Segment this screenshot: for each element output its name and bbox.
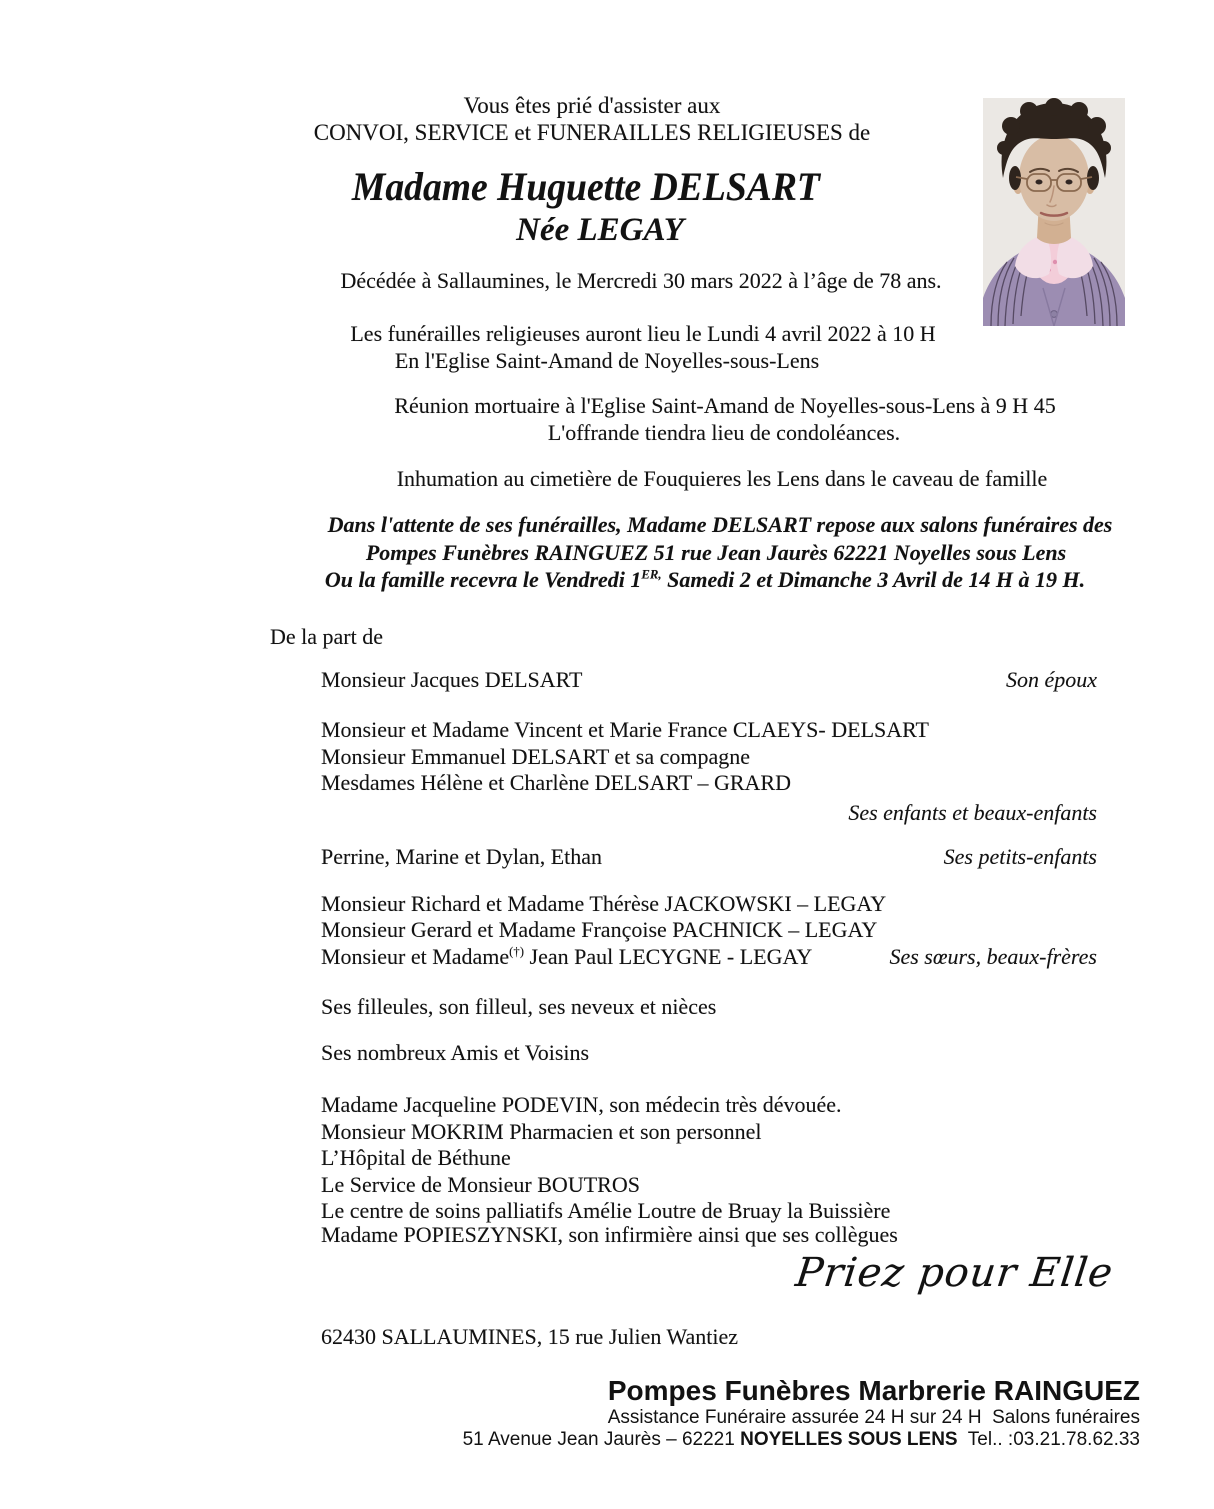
family-row: [321, 717, 1097, 743]
offering-line: L'offrande tiendra lieu de condoléances.: [547, 420, 901, 445]
family-member-name: Monsieur et Madame Vincent et Marie France CLAEYS- DELSART: [321, 717, 929, 742]
family-member-name: Ses filleules, son filleul, ses neveux et nièces: [321, 994, 717, 1019]
death-notice-line: Décédée à Sallaumines, le Mercredi 30 mars 2022 à l’âge de 78 ans.: [340, 268, 942, 293]
repose-line-1: Dans l'attente de ses funérailles, Madame DELSART repose aux salons funéraires des: [327, 512, 1113, 537]
family-member-name: Monsieur et Madame(†) Jean Paul LECYGNE - LEGAY: [321, 944, 813, 969]
family-row: [321, 917, 1097, 943]
family-row: [321, 891, 1097, 917]
face: [1019, 135, 1089, 221]
invitation-line-1: Vous êtes prié d'assister aux: [463, 93, 721, 118]
family-row: [321, 770, 1097, 796]
mortuary-meeting-line: Réunion mortuaire à l'Eglise Saint-Amand de Noyelles-sous-Lens à 9 H 45: [394, 393, 1056, 418]
relation-label: Ses sœurs, beaux-frères: [889, 944, 1097, 969]
deceased-marker: (†): [509, 944, 525, 959]
caregiver-name: Le centre de soins palliatifs Amélie Loutre de Bruay la Buissière: [321, 1198, 891, 1223]
family-member-name: Monsieur Gerard et Madame Françoise PACHNICK – LEGAY: [321, 917, 878, 942]
caregiver-row: [321, 1222, 1097, 1248]
funeral-home-services: Assistance Funéraire assurée 24 H sur 24 H Salons funéraires: [607, 1407, 1140, 1428]
invitation-line-2: CONVOI, SERVICE et FUNERAILLES RELIGIEUSES de: [313, 120, 871, 145]
funeral-date-line: Les funérailles religieuses auront lieu le Lundi 4 avril 2022 à 10 H: [350, 321, 936, 346]
family-member-name: Monsieur Emmanuel DELSART et sa compagne: [321, 744, 751, 769]
family-row: [321, 744, 1097, 770]
caregiver-row: [321, 1092, 1097, 1118]
caregiver-row: [321, 1172, 1097, 1198]
deceased-name: Madame Huguette DELSART: [352, 164, 820, 209]
funeral-home-name: Pompes Funèbres Marbrerie RAINGUEZ: [607, 1375, 1140, 1406]
repose-line-3: Ou la famille recevra le Vendredi $1^{ER,}$ Samedi 2 et Dimanche 3 Avril de 14 H à 19 H.: [324, 567, 1086, 592]
caregiver-name: L’Hôpital de Béthune: [321, 1145, 511, 1170]
family-member-name: Monsieur Jacques DELSART: [321, 667, 583, 692]
funeral-church-line: En l'Eglise Saint-Amand de Noyelles-sous-Lens: [394, 348, 820, 373]
caregiver-row: [321, 1198, 1097, 1224]
relation-label: Ses enfants et beaux-enfants: [848, 800, 1097, 825]
family-row-sisters: [321, 944, 1097, 970]
caregiver-row: [321, 1119, 1097, 1145]
funeral-home-address: 51 Avenue Jean Jaurès – 62221 NOYELLES SOUS LENS Tel.. :03.21.78.62.33: [462, 1429, 1140, 1450]
deceased-home-address: 62430 SALLAUMINES, 15 rue Julien Wantiez: [321, 1324, 738, 1349]
family-row-children-label: [321, 800, 1097, 826]
family-member-name: Perrine, Marine et Dylan, Ethan: [321, 844, 603, 869]
family-member-name: Mesdames Hélène et Charlène DELSART – GRARD: [321, 770, 791, 795]
family-member-name: Ses nombreux Amis et Voisins: [321, 1040, 590, 1065]
family-row: [321, 994, 1097, 1020]
maiden-name: Née LEGAY: [516, 212, 684, 248]
prayer-script: Priez pour Elle: [793, 1250, 1116, 1296]
family-row-spouse: [321, 667, 1097, 693]
caregiver-name: Le Service de Monsieur BOUTROS: [321, 1172, 640, 1197]
family-row-grandchildren: [321, 844, 1097, 870]
burial-line: Inhumation au cimetière de Fouquieres les Lens dans le caveau de famille: [396, 466, 1048, 491]
repose-superscript: ER,: [641, 567, 662, 582]
family-member-name: Monsieur Richard et Madame Thérèse JACKOWSKI – LEGAY: [321, 891, 887, 916]
family-intro: De la part de: [270, 624, 383, 649]
repose-line-2: Pompes Funèbres RAINGUEZ 51 rue Jean Jaurès 62221 Noyelles sous Lens: [365, 540, 1067, 565]
caregiver-name: Monsieur MOKRIM Pharmacien et son personnel: [321, 1119, 762, 1144]
family-row: [321, 1040, 1097, 1066]
caregiver-name: Madame POPIESZYNSKI, son infirmière ainsi que ses collègues: [321, 1222, 898, 1247]
relation-label: Ses petits-enfants: [943, 844, 1097, 869]
caregiver-name: Madame Jacqueline PODEVIN, son médecin très dévouée.: [321, 1092, 842, 1117]
funeral-home-city: NOYELLES SOUS LENS: [740, 1429, 958, 1450]
caregiver-row: [321, 1145, 1097, 1171]
relation-label: Son époux: [1005, 667, 1097, 692]
